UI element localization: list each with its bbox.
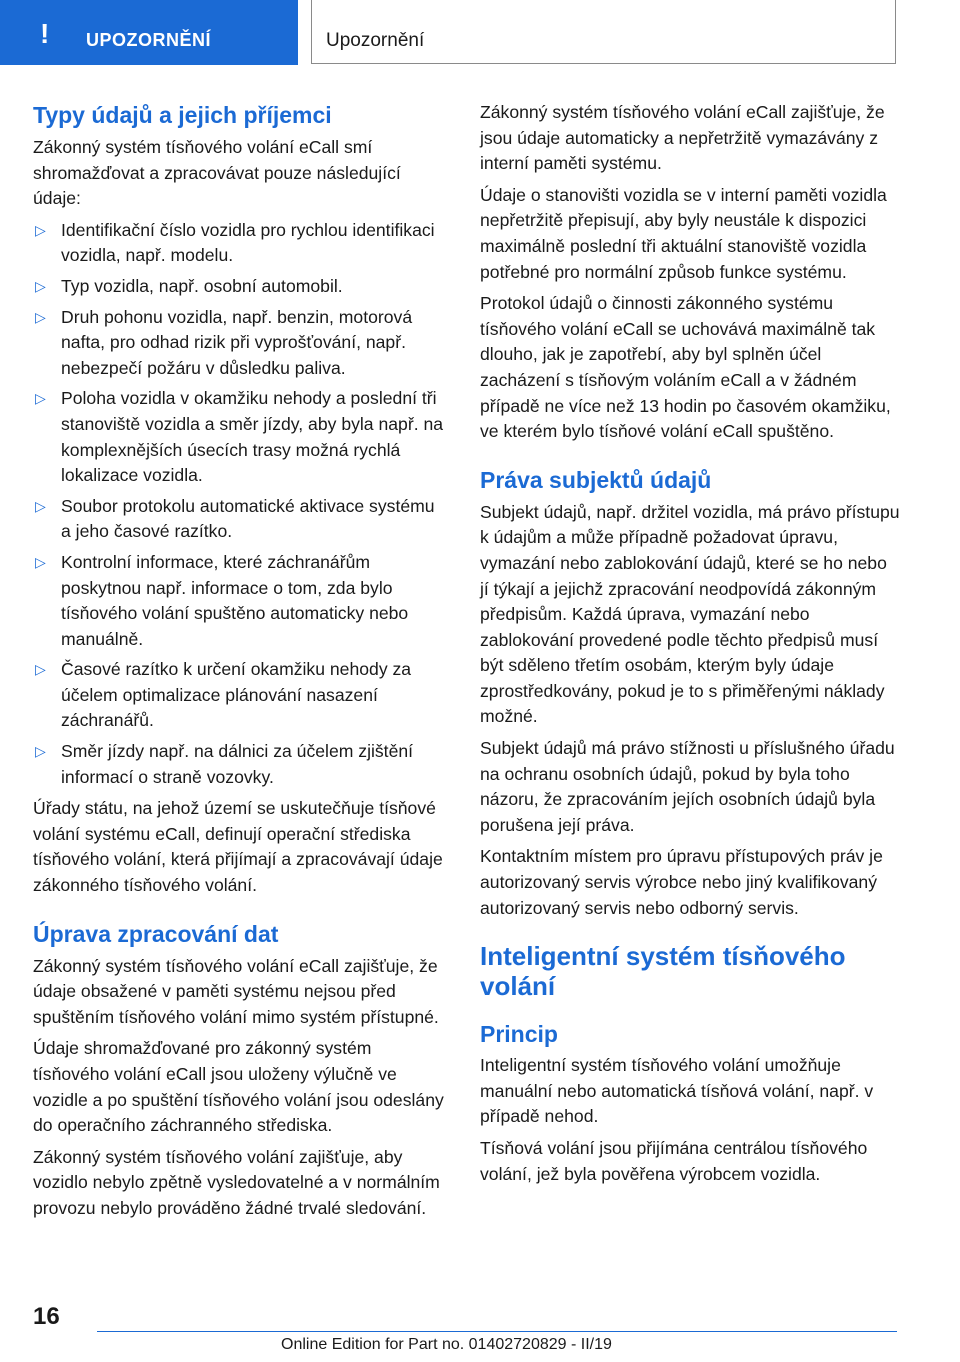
section-header-tab [0,0,298,65]
paragraph: Zákonný systém tísňového volání eCall smí shromažďovat a zpracovávat pouze následující údaje: [33,137,401,209]
footer-edition: Online Edition for Part no. 01402720829 - II/19 [281,1336,612,1353]
triangle-bullet-icon: ▷ [35,221,46,238]
paragraph: Subjekt údajů, např. držitel vozidla, má právo přístupu k údajům a může případně požadovat úpravu, vymazání nebo zablokování údajů, které se ho nebo jí týkají a jejichž zpracování neodpovídá zákonným předpisům. Každá úprava, vymazání nebo zablokování provedené podle těchto předpisů musí být sděleno třetím osobám, kterým byly údaje zprostředkovány, pokud je to s přiměřenými náklady možné. [480,501,900,727]
list-item: ▷ Soubor protokolu automatické aktivace systému a jeho časové razítko. [35,495,435,542]
list-item: ▷ Identifikační číslo vozidla pro rychlou identifikaci vozidla, např. modelu. [35,219,435,266]
list-item: ▷ Poloha vozidla v okamžiku nehody a poslední tři stanoviště vozidla a směr jízdy, aby byla např. na komplexnějších úsecích trasy možná rychlá lokalizace vozidla. [35,388,444,486]
paragraph: Subjekt údajů má právo stížnosti u příslušného úřadu na ochranu osobních údajů, pokud by byla toho názoru, že zpracováním jejích osobních údajů byla porušena její práva. [480,738,895,835]
paragraph: Zákonný systém tísňového volání zajišťuje, aby vozidlo nebylo zpětně vysledovatelné a v normálním provozu nebylo prováděno žádné trvalé sledování. [33,1146,440,1218]
section-heading-intelligent-emergency-call: Inteligentní systém tísňového volání [480,941,846,1002]
section-tab-label: UPOZORNĚNÍ [86,30,212,50]
paragraph: Zákonný systém tísňového volání eCall zajišťuje, že údaje obsažené v paměti systému nejsou před spuštěním tísňového volání mimo systém přístupné. [33,955,439,1027]
list-item: ▷ Druh pohonu vozidla, např. benzin, motorová nafta, pro odhad rizik při vyprošťování, např. nebezpečí požáru v důsledku paliva. [35,306,413,378]
section-heading-data-subject-rights: Práva subjektů údajů [480,466,712,493]
triangle-bullet-icon: ▷ [35,743,46,760]
list-item: ▷ Časové razítko k určení okamžiku nehody za účelem optimalizace plánování nasazení záchranářů. [35,659,412,731]
section-heading-data-processing: Úprava zpracování dat [33,920,279,947]
triangle-bullet-icon: ▷ [35,553,46,570]
subheading-principle: Princip [480,1021,558,1048]
page-number: 16 [33,1303,60,1330]
paragraph: Údaje o stanovišti vozidla se v interní paměti vozidla nepřetržitě přepisují, aby byly neustále k dispozici maximálně poslední tři aktuální stanoviště vozidla potřebné pro normální způsob funkce systému. [480,184,887,282]
triangle-bullet-icon: ▷ [35,308,46,325]
paragraph: Zákonný systém tísňového volání eCall zajišťuje, že jsou údaje automaticky a nepřetržitě vymazávány z interní paměti systému. [480,102,885,174]
list-item: ▷ Typ vozidla, např. osobní automobil. [33,274,445,300]
paragraph: Protokol údajů o činnosti zákonného systému tísňového volání eCall se uchovává maximálně tak dlouho, jak je zapotřebí, aby byl splněn účel zacházení s tísňovým voláním eCall a v žádném případě ne více než 13 hodin po časovém okamžiku, ve kterém bylo tísňové volání eCall spuštěno. [480,293,891,442]
paragraph: Údaje shromažďované pro zákonný systém tísňového volání eCall jsou uloženy výlučně ve vozidle a po spuštění tísňového volání jsou odeslány do operačního záchranného střediska. [33,1038,444,1136]
page-title: Upozornění [326,30,425,51]
list-item: ▷ Směr jízdy např. na dálnici za účelem zjištění informací o straně vozovky. [35,741,414,787]
right-column [480,100,900,1193]
triangle-bullet-icon: ▷ [35,661,46,678]
triangle-bullet-icon: ▷ [35,277,46,294]
paragraph: Inteligentní systém tísňového volání umožňuje manuální nebo automatická tísňová volání, např. v případě nehod. [480,1055,874,1127]
triangle-bullet-icon: ▷ [35,390,46,407]
data-list [33,218,445,790]
paragraph: Kontaktním místem pro úpravu přístupových práv je autorizovaný servis výrobce nebo jiný kvalifikovaný autorizovaný servis nebo odborný servis. [480,846,883,918]
paragraph: Úřady státu, na jehož území se uskutečňuje tísňové volání systému eCall, definují operační střediska tísňového volání, která přijímají a zpracovávají údaje zákonného tísňového volání. [33,798,443,896]
list-item: ▷ Kontrolní informace, které záchranářům poskytnou např. informace o tom, zda bylo tísňového volání spuštěno automaticky nebo manuálně. [35,551,409,649]
triangle-bullet-icon: ▷ [35,497,46,514]
exclamation-icon: ! [40,18,50,49]
footer-divider [97,1331,897,1332]
section-heading-data-types: Typy údajů a jejich příjemci [33,102,332,128]
left-column [33,100,445,1228]
page-header [311,0,896,64]
paragraph: Tísňová volání jsou přijímána centrálou tísňového volání, jež byla pověřena výrobcem vozidla. [480,1138,868,1184]
